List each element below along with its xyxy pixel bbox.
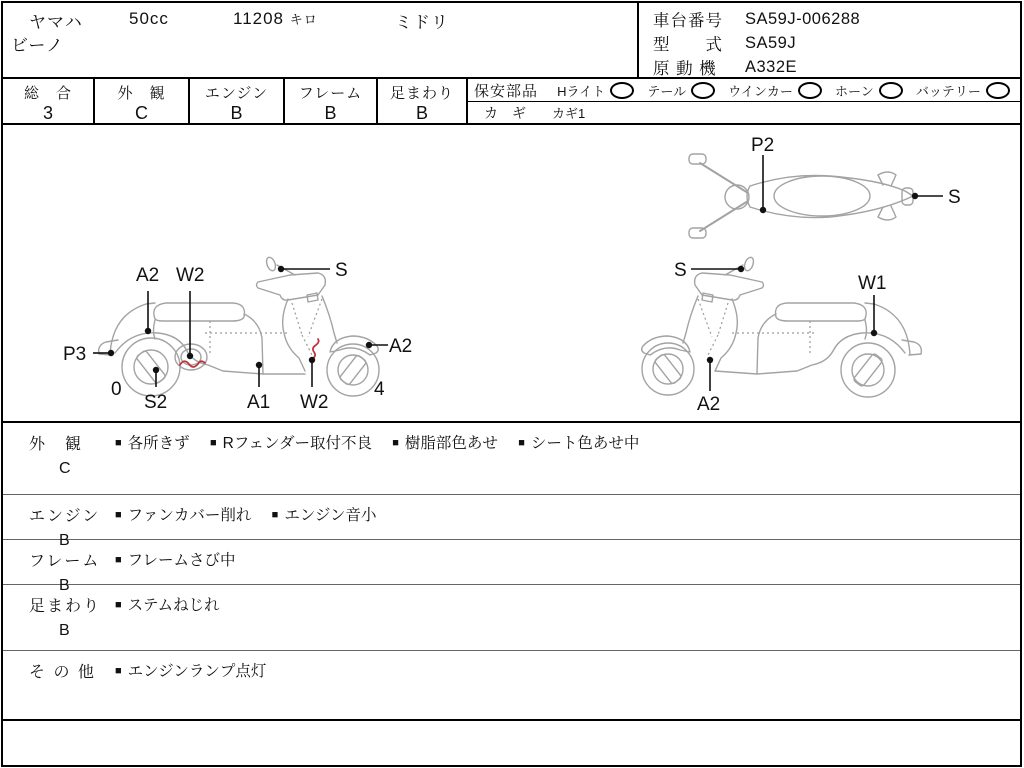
comment-row-undercarriage (3, 585, 1020, 651)
comment-items (115, 651, 1020, 719)
grade-undercarriage-label: 足まわり (389, 85, 454, 102)
ok-circle-icon (986, 82, 1010, 99)
label-right-a2: A2 (697, 394, 721, 415)
grade-row (3, 79, 1020, 125)
diagram-labels (63, 135, 961, 415)
engine-code-value: A332E (745, 57, 798, 76)
engine-code-label: 原 動 機 (653, 60, 717, 78)
safety-item-winker (728, 81, 822, 100)
comment-item-text: Rフェンダー取付不良 (222, 435, 372, 452)
bullet-icon: ■ (115, 509, 122, 521)
comment-label-frame (3, 540, 115, 594)
grade-undercarriage-value: B (415, 103, 428, 123)
chassis-value: SA59J-006288 (745, 9, 861, 28)
grade-undercarriage (378, 79, 468, 123)
bullet-icon: ■ (518, 437, 525, 449)
comment-items (115, 540, 1020, 584)
displacement: 50cc (129, 9, 169, 28)
condition-diagram (3, 125, 1020, 423)
ok-circle-icon (691, 82, 715, 99)
comment-item (518, 435, 639, 452)
model-row (653, 31, 1020, 55)
model-code-label: 型 式 (653, 36, 723, 54)
bullet-icon: ■ (392, 437, 399, 449)
comment-grade: B (59, 622, 70, 639)
comment-item (272, 507, 377, 524)
comment-item-text: エンジンランプ点灯 (127, 663, 267, 680)
grade-overall-label: 総 合 (23, 85, 72, 102)
label-p2: P2 (751, 135, 775, 156)
grade-engine-label: エンジン (204, 85, 269, 102)
label-left-s: S (335, 260, 348, 281)
label-zero: 0 (111, 379, 122, 400)
comment-items (115, 585, 1020, 650)
identity-info (637, 3, 1020, 77)
comment-grade: B (59, 532, 70, 549)
comment-label-engine (3, 495, 115, 549)
safety-parts-box (468, 79, 1020, 123)
safety-item-winker-label: ウインカー (728, 83, 793, 99)
grade-engine (190, 79, 285, 123)
grade-frame-value: B (324, 103, 337, 123)
bullet-icon: ■ (115, 437, 122, 449)
header (3, 3, 1020, 79)
comment-label-undercarriage (3, 585, 115, 650)
inspection-sheet (1, 1, 1022, 767)
engine-row (653, 55, 1020, 79)
label-p3: P3 (63, 344, 87, 365)
comment-row-engine (3, 495, 1020, 549)
leader-lines (93, 155, 943, 391)
safety-item-battery-label: バッテリー (915, 83, 981, 99)
comment-row-exterior (3, 423, 1020, 495)
grade-exterior (95, 79, 190, 123)
comments-section (3, 423, 1020, 765)
comment-item (115, 552, 236, 569)
empty-row (3, 721, 1020, 765)
model-name: ビーノ (11, 36, 64, 55)
damage-mark-front (312, 339, 319, 359)
comment-label-text: フレーム (29, 553, 101, 570)
label-top-s: S (948, 187, 961, 208)
safety-item-headlight (557, 81, 634, 100)
safety-item-horn (835, 81, 903, 100)
safety-item-tail-label: テール (647, 83, 687, 99)
bullet-icon: ■ (271, 509, 279, 521)
safety-parts-title: 保安部品 (474, 82, 539, 100)
comment-label-exterior (3, 423, 115, 494)
label-a2-right: A2 (389, 336, 413, 357)
comment-item-text: エンジン音小 (284, 507, 377, 524)
grade-frame-label: フレーム (298, 85, 363, 102)
grade-exterior-label: 外 観 (117, 85, 166, 102)
comment-item (210, 435, 372, 452)
comment-row-frame (3, 540, 1020, 594)
label-four: 4 (374, 379, 385, 400)
comment-row-other (3, 651, 1020, 721)
vehicle-info (3, 3, 637, 77)
key-row (468, 102, 1020, 123)
comment-label-text: 足まわり (29, 598, 102, 615)
label-w2-bottom: W2 (300, 392, 329, 413)
comment-items (115, 423, 1020, 494)
safety-item-headlight-label: Hライト (557, 83, 606, 99)
grade-frame (285, 79, 378, 123)
grade-exterior-value: C (135, 103, 148, 123)
comment-item (392, 435, 498, 452)
scooter-diagram-svg (3, 125, 1021, 421)
label-w2-top: W2 (176, 265, 205, 286)
comment-item (115, 507, 251, 524)
grade-overall-value: 3 (42, 103, 53, 123)
ok-circle-icon (798, 82, 822, 99)
bullet-icon: ■ (115, 665, 122, 677)
comment-grade: C (59, 460, 71, 477)
comment-item-text: フレームさび中 (127, 552, 236, 569)
safety-item-tail (647, 81, 715, 100)
key-label: カ ギ (484, 104, 526, 121)
mileage-value: 11208 (233, 9, 285, 28)
comment-label-text: そ の 他 (29, 664, 96, 681)
comment-item-text: ファンカバー削れ (127, 507, 252, 524)
comment-label-text: エンジン (29, 508, 101, 525)
comment-item (115, 663, 266, 680)
comment-item (115, 435, 190, 452)
key-value: カギ1 (552, 106, 586, 121)
comment-items (115, 495, 1020, 539)
label-s2: S2 (144, 392, 168, 413)
bullet-icon: ■ (115, 599, 122, 611)
comment-item (115, 597, 220, 614)
mileage (233, 9, 318, 29)
comment-item-text: シート色あせ中 (530, 435, 640, 452)
grade-engine-value: B (230, 103, 243, 123)
comment-item-text: ステムねじれ (127, 597, 220, 614)
bullet-icon: ■ (115, 554, 122, 566)
bullet-icon: ■ (209, 437, 217, 449)
label-right-s: S (674, 260, 687, 281)
comment-item-text: 各所きず (127, 435, 190, 452)
label-a2-top: A2 (136, 265, 160, 286)
label-w1: W1 (858, 273, 887, 294)
comment-grade: B (59, 577, 70, 594)
label-a1: A1 (247, 392, 271, 413)
sketch-lines (99, 154, 922, 397)
vehicle-color: ミドリ (395, 13, 449, 32)
safety-parts-row (468, 79, 1020, 102)
chassis-label: 車台番号 (653, 12, 723, 30)
maker-name: ヤマハ (29, 13, 83, 32)
model-code-value: SA59J (745, 33, 797, 52)
mileage-unit: キロ (289, 12, 318, 27)
comment-item-text: 樹脂部色あせ (404, 435, 498, 452)
chassis-row (653, 7, 1020, 31)
sketch-seam-lines (205, 299, 815, 355)
comment-label-other (3, 651, 115, 719)
safety-item-battery (916, 81, 1010, 100)
ok-circle-icon (610, 82, 634, 99)
safety-item-horn-label: ホーン (835, 83, 874, 99)
ok-circle-icon (879, 82, 903, 99)
comment-label-text: 外 観 (29, 436, 84, 453)
grade-overall (3, 79, 95, 123)
